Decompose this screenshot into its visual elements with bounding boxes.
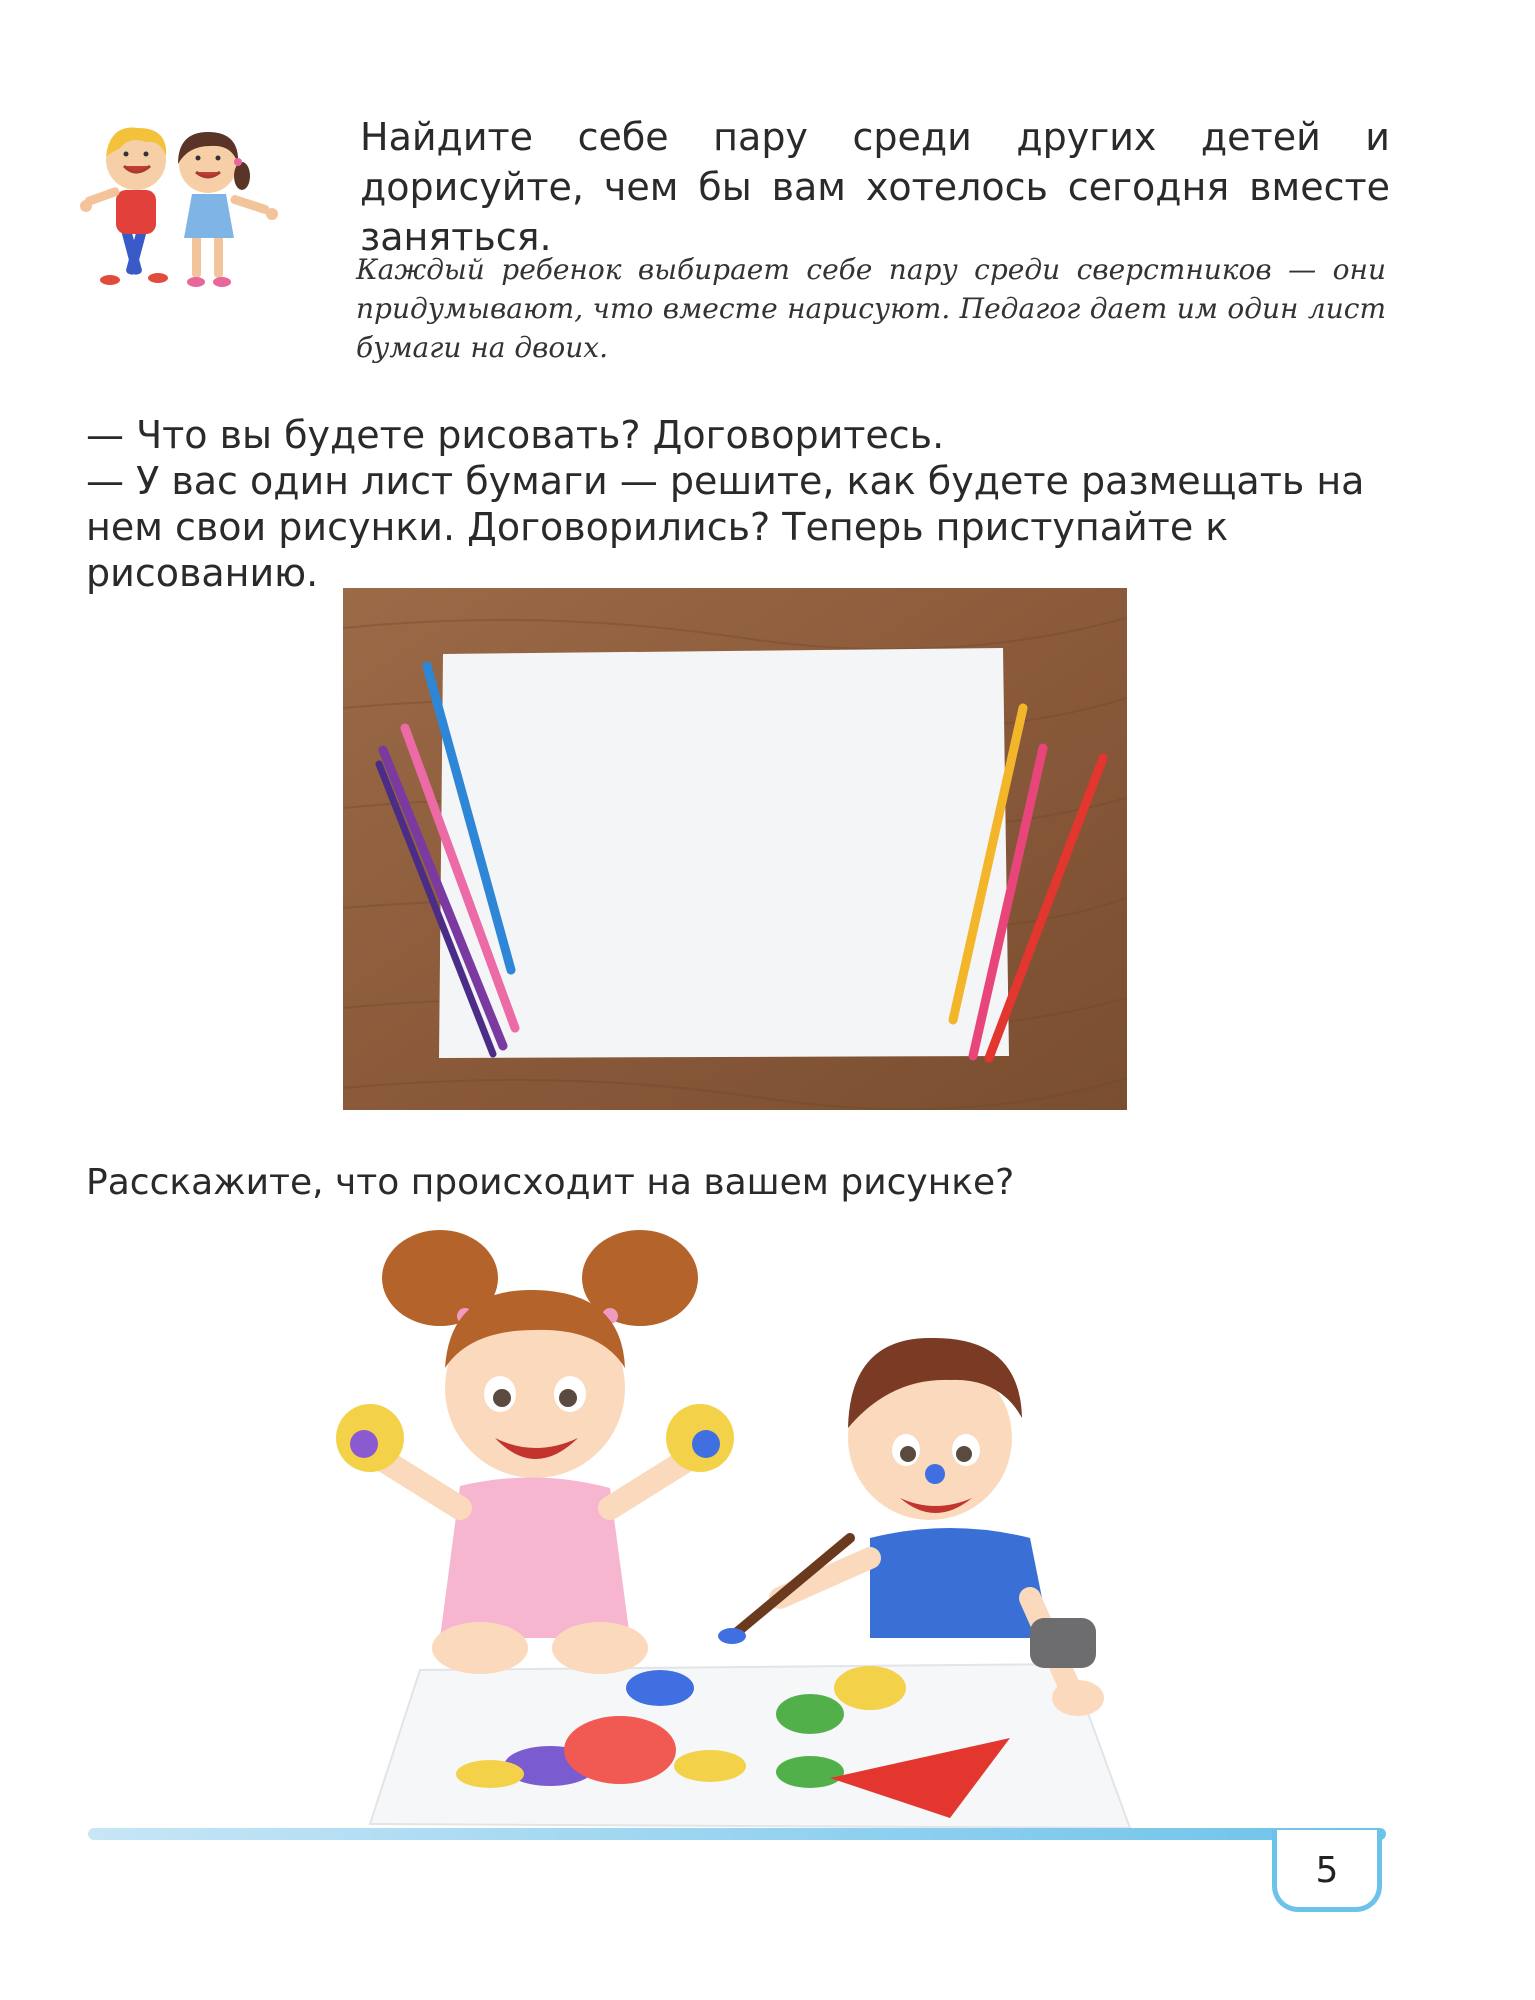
- two-children-icon: [80, 118, 290, 300]
- dialogue: [86, 412, 1388, 596]
- task-instruction: Найдите себе пару среди других детей и дорисуйте, чем бы вам хотелось сегодня вместе заняться.: [360, 115, 1390, 259]
- dialogue-line-2: — У вас один лист бумаги — решите, как будете размещать на нем свои рисунки. Договорились? Теперь приступайте к рисованию.: [86, 459, 1365, 595]
- question: Расскажите, что происходит на вашем рисунке?: [86, 1162, 1015, 1203]
- page-number: 5: [1315, 1850, 1339, 1891]
- page-number-box: [1272, 1830, 1382, 1912]
- dialogue-line-1: — Что вы будете рисовать? Договоритесь.: [86, 413, 945, 457]
- paper-with-pencils-photo: [343, 588, 1127, 1110]
- children-painting-illustration: [310, 1218, 1190, 1842]
- teacher-note: Каждый ребенок выбирает себе пару среди сверстников — они придумывают, что вместе нарисуют. Педагог дает им один лист бумаги на двоих.: [356, 253, 1386, 364]
- footer-line: [88, 1828, 1386, 1840]
